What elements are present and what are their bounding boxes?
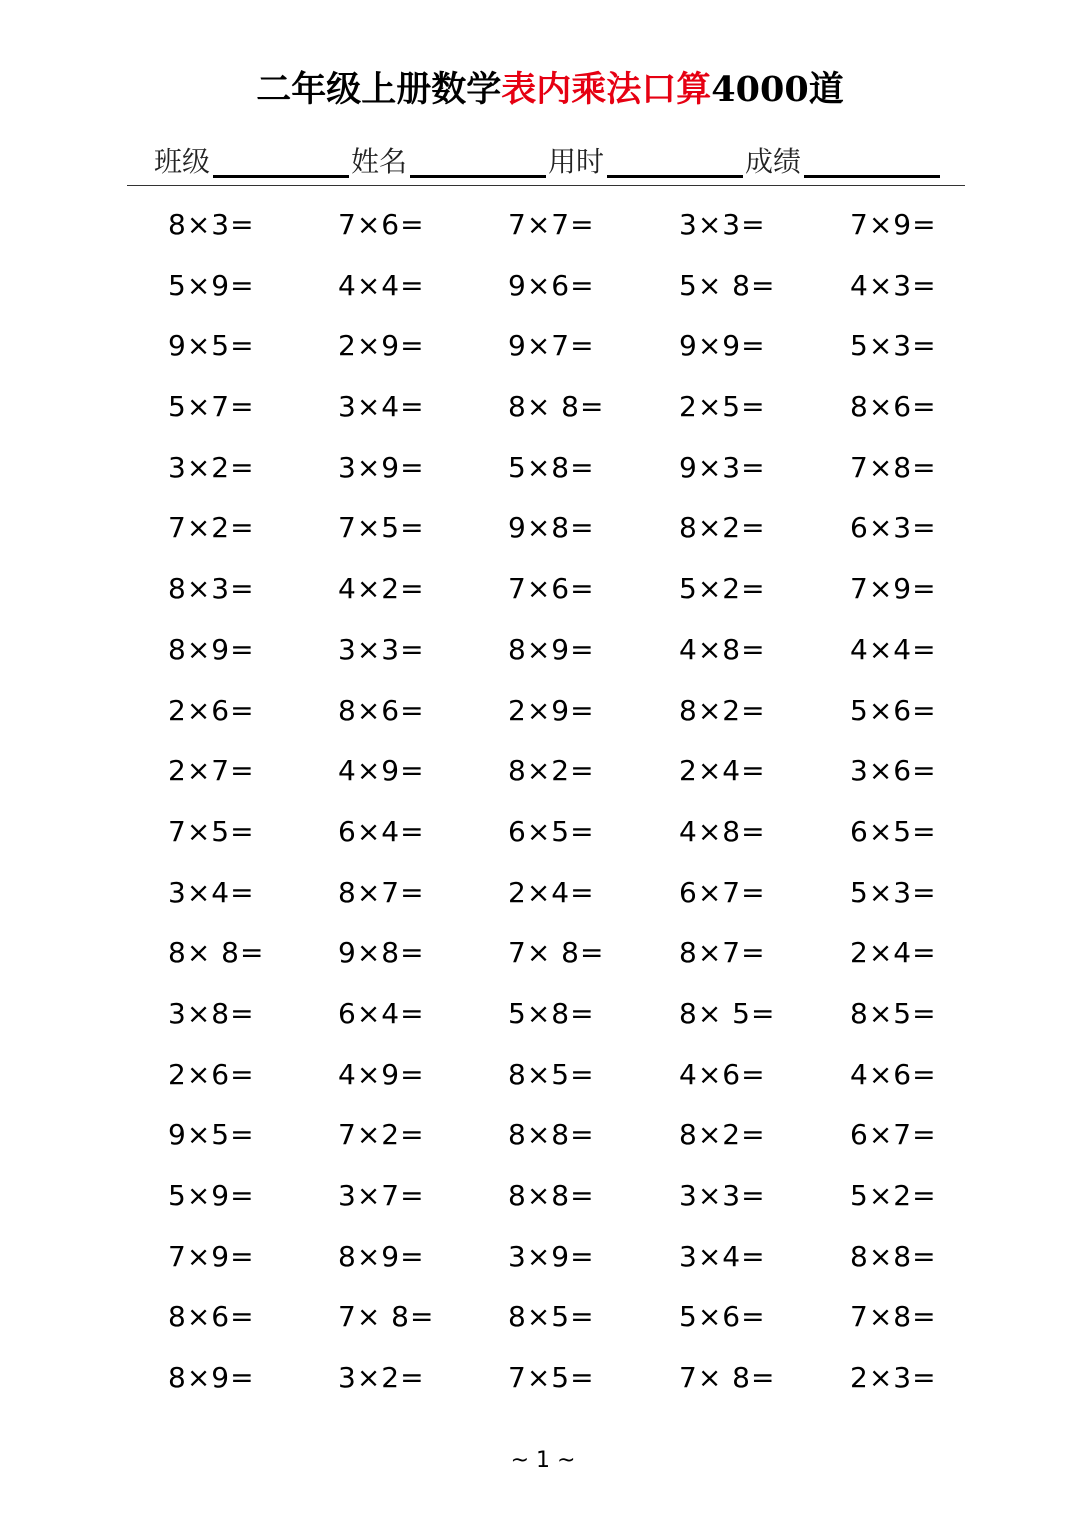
- title-part-topic: 表内乘法口算: [501, 69, 712, 110]
- problem-item: 5× 8=: [679, 268, 776, 302]
- problem-item: 3×3=: [679, 1179, 766, 1212]
- problem-item: 8×6=: [168, 1300, 255, 1334]
- problem-item: 2×5=: [679, 390, 766, 424]
- problem-item: 5×9=: [168, 1179, 255, 1212]
- problem-row: [168, 1175, 1068, 1236]
- problem-item: 6×4=: [338, 814, 425, 848]
- problem-item: 6×7=: [679, 875, 766, 909]
- problem-item: 8×2=: [679, 511, 766, 545]
- problem-item: 7× 8=: [338, 1300, 435, 1334]
- problem-item: 8×5=: [508, 1300, 595, 1334]
- problem-item: 4×9=: [338, 754, 425, 788]
- student-info-row: [154, 140, 942, 182]
- problem-item: 3×3=: [679, 208, 766, 241]
- problem-item: 7×6=: [508, 572, 595, 606]
- problem-item: 8×6=: [338, 693, 425, 727]
- problem-item: 8×3=: [168, 208, 255, 241]
- problem-item: 3×4=: [338, 390, 425, 424]
- problem-item: 3×2=: [168, 450, 255, 484]
- problem-row: [168, 932, 1068, 993]
- page-number: ~ 1 ~: [510, 1448, 576, 1473]
- problem-item: 4×8=: [679, 814, 766, 848]
- problem-row: [168, 993, 1068, 1054]
- problem-item: 4×9=: [338, 1057, 425, 1091]
- problem-item: 8×8=: [508, 1179, 595, 1212]
- problem-item: 7×5=: [338, 511, 425, 545]
- problem-item: 7×7=: [508, 208, 595, 241]
- problem-item: 8×8=: [508, 1118, 595, 1152]
- problem-item: 2×6=: [168, 1057, 255, 1091]
- problem-item: 9×7=: [508, 329, 595, 363]
- problem-item: 5×7=: [168, 390, 255, 424]
- problem-item: 7× 8=: [679, 1361, 776, 1395]
- problem-item: 2×4=: [850, 936, 937, 970]
- score-label: 成绩: [745, 145, 802, 178]
- problem-item: 7×2=: [338, 1118, 425, 1152]
- problem-item: 2×7=: [168, 754, 255, 788]
- problem-item: 3×3=: [338, 632, 425, 666]
- problem-item: 7×6=: [338, 208, 425, 241]
- title-part-grade: 二年级上册数学: [256, 69, 502, 110]
- problem-row: [168, 386, 1068, 447]
- problem-item: 9×8=: [508, 511, 595, 545]
- problem-item: 8×9=: [168, 632, 255, 666]
- problem-item: 3×6=: [850, 754, 937, 788]
- problem-item: 6×5=: [850, 814, 937, 848]
- problem-item: 7×2=: [168, 511, 255, 545]
- problem-item: 8× 8=: [168, 936, 265, 970]
- header-divider: [127, 185, 965, 186]
- time-label: 用时: [548, 145, 605, 178]
- problem-item: 5×6=: [850, 693, 937, 727]
- problem-item: 3×9=: [508, 1239, 595, 1273]
- problem-item: 5×6=: [679, 1300, 766, 1334]
- problem-item: 7×9=: [168, 1239, 255, 1273]
- problem-item: 7×5=: [508, 1361, 595, 1395]
- problem-row: [168, 507, 1068, 568]
- problem-item: 4×6=: [850, 1057, 937, 1091]
- problem-item: 2×9=: [508, 693, 595, 727]
- problem-item: 4×3=: [850, 268, 937, 302]
- problem-item: 5×3=: [850, 329, 937, 363]
- problem-item: 7×8=: [850, 450, 937, 484]
- problem-item: 6×3=: [850, 511, 937, 545]
- problem-item: 8×2=: [679, 1118, 766, 1152]
- problem-item: 2×6=: [168, 693, 255, 727]
- problem-item: 6×5=: [508, 814, 595, 848]
- score-blank[interactable]: [804, 141, 940, 178]
- problem-item: 7×9=: [850, 208, 937, 241]
- problem-row: [168, 1114, 1068, 1175]
- problem-item: 9×5=: [168, 1118, 255, 1152]
- problem-item: 2×4=: [508, 875, 595, 909]
- problem-item: 2×4=: [679, 754, 766, 788]
- problem-grid: [168, 204, 1068, 1418]
- problem-item: 5×8=: [508, 450, 595, 484]
- problem-item: 8×9=: [338, 1239, 425, 1273]
- problem-row: [168, 690, 1068, 751]
- problem-item: 3×9=: [338, 450, 425, 484]
- problem-item: 8×7=: [338, 875, 425, 909]
- problem-item: 5×8=: [508, 996, 595, 1030]
- problem-item: 3×2=: [338, 1361, 425, 1395]
- problem-item: 8×9=: [168, 1361, 255, 1395]
- problem-row: [168, 811, 1068, 872]
- problem-row: [168, 325, 1068, 386]
- problem-row: [168, 629, 1068, 690]
- problem-row: [168, 447, 1068, 508]
- class-blank[interactable]: [213, 141, 349, 178]
- time-blank[interactable]: [607, 141, 743, 178]
- problem-item: 5×3=: [850, 875, 937, 909]
- problem-item: 4×4=: [338, 268, 425, 302]
- problem-item: 9×9=: [679, 329, 766, 363]
- problem-item: 7× 8=: [508, 936, 605, 970]
- problem-item: 8× 8=: [508, 390, 605, 424]
- problem-item: 6×7=: [850, 1118, 937, 1152]
- problem-item: 7×5=: [168, 814, 255, 848]
- problem-row: [168, 1236, 1068, 1297]
- problem-item: 4×4=: [850, 632, 937, 666]
- problem-item: 3×4=: [679, 1239, 766, 1273]
- problem-row: [168, 568, 1068, 629]
- problem-item: 9×6=: [508, 268, 595, 302]
- problem-item: 9×3=: [679, 450, 766, 484]
- problem-item: 8×7=: [679, 936, 766, 970]
- name-blank[interactable]: [410, 141, 546, 178]
- problem-item: 8×5=: [850, 996, 937, 1030]
- problem-item: 3×7=: [338, 1179, 425, 1212]
- page-title: [0, 68, 1080, 112]
- problem-item: 8×3=: [168, 572, 255, 606]
- problem-row: [168, 1296, 1068, 1357]
- problem-item: 4×2=: [338, 572, 425, 606]
- title-part-count: 4000道: [711, 69, 844, 110]
- problem-item: 8×9=: [508, 632, 595, 666]
- problem-item: 9×8=: [338, 936, 425, 970]
- problem-item: 8×5=: [508, 1057, 595, 1091]
- problem-item: 8×2=: [508, 754, 595, 788]
- problem-item: 4×8=: [679, 632, 766, 666]
- problem-item: 4×6=: [679, 1057, 766, 1091]
- problem-row: [168, 1054, 1068, 1115]
- problem-item: 7×9=: [850, 572, 937, 606]
- problem-row: [168, 204, 1068, 265]
- problem-item: 2×3=: [850, 1361, 937, 1395]
- problem-item: 8×2=: [679, 693, 766, 727]
- problem-row: [168, 872, 1068, 933]
- problem-item: 5×2=: [679, 572, 766, 606]
- problem-row: [168, 1357, 1068, 1418]
- problem-item: 3×8=: [168, 996, 255, 1030]
- problem-item: 3×4=: [168, 875, 255, 909]
- problem-item: 7×8=: [850, 1300, 937, 1334]
- problem-item: 6×4=: [338, 996, 425, 1030]
- name-label: 姓名: [351, 145, 408, 178]
- problem-row: [168, 750, 1068, 811]
- problem-row: [168, 265, 1068, 326]
- problem-item: 8×8=: [850, 1239, 937, 1273]
- problem-item: 8×6=: [850, 390, 937, 424]
- problem-item: 2×9=: [338, 329, 425, 363]
- problem-item: 9×5=: [168, 329, 255, 363]
- problem-item: 5×9=: [168, 268, 255, 302]
- problem-item: 8× 5=: [679, 996, 776, 1030]
- class-label: 班级: [154, 145, 211, 178]
- problem-item: 5×2=: [850, 1179, 937, 1212]
